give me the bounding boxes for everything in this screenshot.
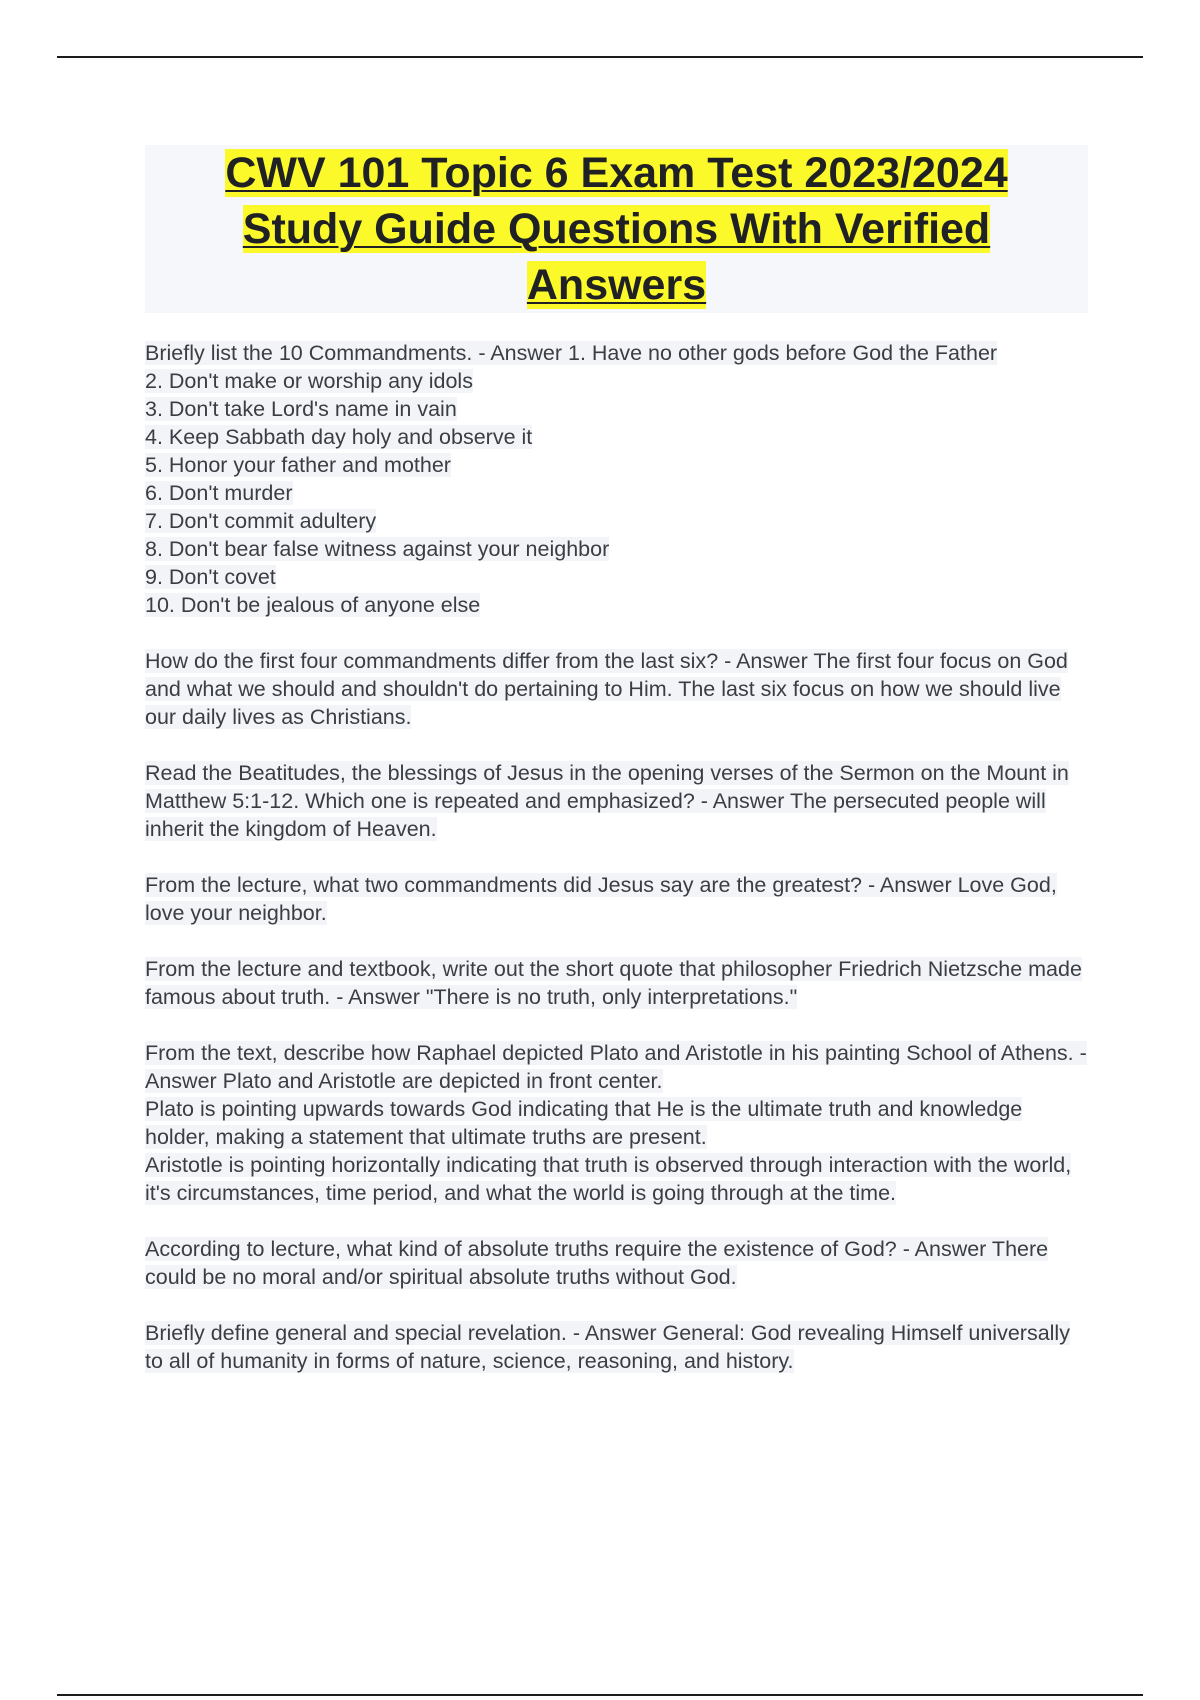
title-line: CWV 101 Topic 6 Exam Test 2023/2024 [225,149,1008,197]
qa-line: From the text, describe how Raphael depicted Plato and Aristotle in his painting School of Athens. - Answer Plato and Aristotle are depicted in front center. [145,1041,1087,1093]
qa-line: 4. Keep Sabbath day holy and observe it [145,425,533,449]
qa-line: 9. Don't covet [145,565,276,589]
document-title [145,145,1088,313]
qa-line: From the lecture and textbook, write out the short quote that philosopher Friedrich Nietzsche made famous about truth. - Answer "There is no truth, only interpretations." [145,957,1082,1009]
bottom-rule [57,1694,1143,1696]
qa-line: Briefly list the 10 Commandments. - Answer 1. Have no other gods before God the Father [145,341,998,365]
qa-list [145,339,1090,1403]
qa-line: 10. Don't be jealous of anyone else [145,593,481,617]
qa-line: 5. Honor your father and mother [145,453,451,477]
title-line: Answers [526,261,707,309]
qa-item [145,647,1090,731]
qa-item [145,1039,1090,1207]
qa-line: Aristotle is pointing horizontally indicating that truth is observed through interaction with the world, it's circumstances, time period, and what the world is going through at the time. [145,1153,1072,1205]
qa-line: How do the first four commandments differ from the last six? - Answer The first four focus on God and what we should and shouldn't do pertaining to Him. The last six focus on how we should live our daily lives as Christians. [145,649,1068,729]
qa-item [145,1235,1090,1291]
qa-item [145,1319,1090,1375]
title-line: Study Guide Questions With Verified [242,205,991,253]
qa-item [145,759,1090,843]
qa-line: 8. Don't bear false witness against your neighbor [145,537,610,561]
qa-line: 2. Don't make or worship any idols [145,369,473,393]
qa-line: 6. Don't murder [145,481,293,505]
qa-line: Plato is pointing upwards towards God indicating that He is the ultimate truth and knowledge holder, making a statement that ultimate truths are present. [145,1097,1023,1149]
top-rule [57,56,1143,58]
qa-line: 3. Don't take Lord's name in vain [145,397,457,421]
qa-item [145,871,1090,927]
qa-line: Briefly define general and special revelation. - Answer General: God revealing Himself universally to all of humanity in forms of nature, science, reasoning, and history. [145,1321,1070,1373]
qa-line: From the lecture, what two commandments did Jesus say are the greatest? - Answer Love God, love your neighbor. [145,873,1057,925]
qa-line: 7. Don't commit adultery [145,509,377,533]
qa-line: According to lecture, what kind of absolute truths require the existence of God? - Answer There could be no moral and/or spiritual absolute truths without God. [145,1237,1049,1289]
qa-item [145,955,1090,1011]
qa-line: Read the Beatitudes, the blessings of Jesus in the opening verses of the Sermon on the Mount in Matthew 5:1-12. Which one is repeated and emphasized? - Answer The persecuted people will inherit the kingdom of Heaven. [145,761,1069,841]
qa-item [145,339,1090,619]
